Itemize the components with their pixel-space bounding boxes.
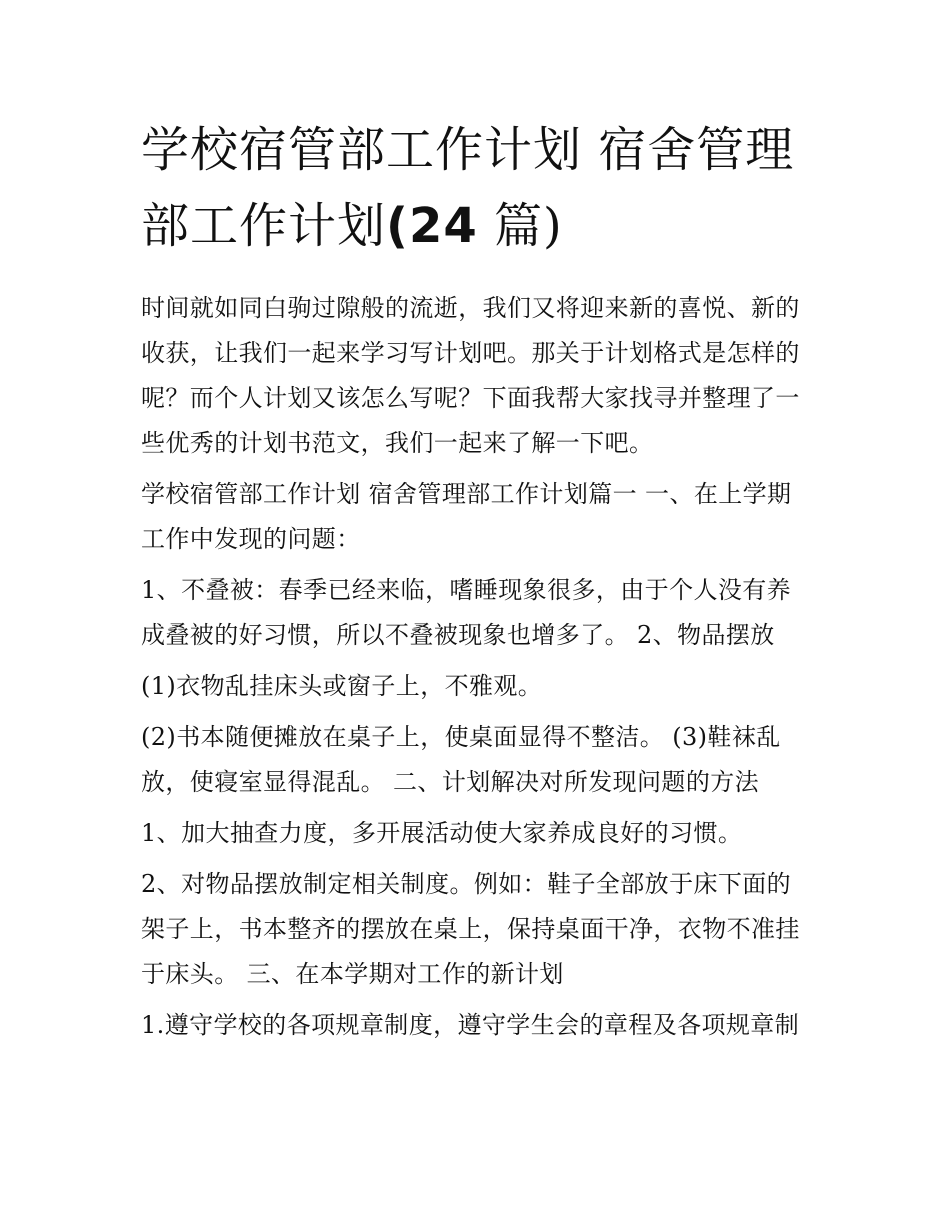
solution-paragraph-2: 2、对物品摆放制定相关制度。例如：鞋子全部放于床下面的架子上，书本整齐的摆放在桌上，保持桌面干净，衣物不准挂于床头。 三、在本学期对工作的新计划 bbox=[141, 870, 800, 988]
intro-paragraph: 时间就如同白驹过隙般的流逝，我们又将迎来新的喜悦、新的收获，让我们一起来学习写计划吧。那关于计划格式是怎样的呢？而个人计划又该怎么写呢？下面我帮大家找寻并整理了一些优秀的计划书范文，我们一起来了解一下吧。 bbox=[141, 294, 800, 457]
issue-paragraph-1: 1、不叠被：春季已经来临，嗜睡现象很多，由于个人没有养成叠被的好习惯，所以不叠被现象也增多了。 2、物品摆放 bbox=[141, 576, 792, 649]
title-line-1: 学校宿管部工作计划 宿舍管理 bbox=[141, 122, 795, 178]
issue-paragraph-3: (2)书本随便摊放在桌子上，使桌面显得不整洁。 (3)鞋袜乱放，使寝室显得混乱。 二、计划解决对所发现问题的方法 bbox=[141, 723, 781, 796]
issue-paragraph-2: (1)衣物乱挂床头或窗子上，不雅观。 bbox=[141, 672, 543, 700]
title-line-2-suffix: 篇) bbox=[477, 198, 563, 254]
section-heading-paragraph: 学校宿管部工作计划 宿舍管理部工作计划篇一 一、在上学期工作中发现的问题： bbox=[141, 480, 792, 553]
title-line-2-number: (24 bbox=[386, 198, 478, 254]
title-line-2-text: 部工作计划 bbox=[141, 198, 387, 254]
solution-paragraph-1: 1、加大抽查力度，多开展活动使大家养成良好的习惯。 bbox=[141, 819, 743, 847]
document-title bbox=[141, 112, 814, 264]
plan-paragraph-1: 1.遵守学校的各项规章制度，遵守学生会的章程及各项规章制 bbox=[141, 1011, 800, 1039]
